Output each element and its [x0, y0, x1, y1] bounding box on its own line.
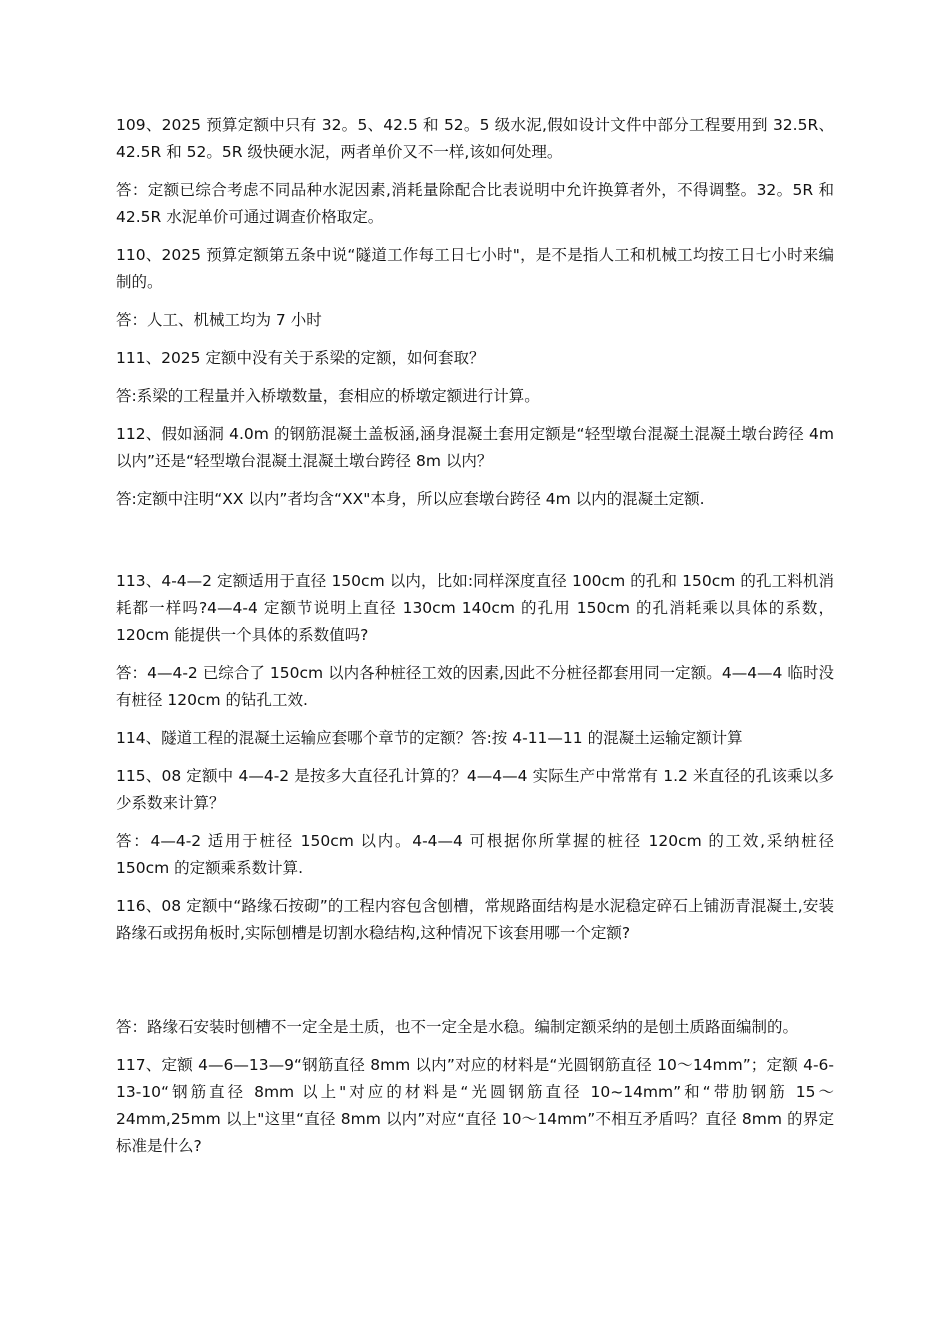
answer-110: 答：人工、机械工均为 7 小时: [116, 311, 322, 329]
question-answer-114: 114、隧道工程的混凝土运输应套哪个章节的定额？答:按 4-11—11 的混凝土运输定额计算: [116, 729, 743, 747]
question-113: 113、4-4—2 定额适用于直径 150cm 以内，比如:同样深度直径 100cm 的孔和 150cm 的孔工料机消耗都一样吗?4—4-4 定额节说明上直径 130cm 140cm 的孔用 150cm 的孔消耗乘以具体的系数，120cm 能提供一个具体的系数值吗?: [116, 572, 834, 644]
question-111: 111、2025 定额中没有关于系梁的定额，如何套取？: [116, 349, 485, 367]
answer-109: 答：定额已综合考虑不同品种水泥因素,消耗量除配合比表说明中允许换算者外，不得调整。32。5R 和 42.5R 水泥单价可通过调查价格取定。: [116, 181, 834, 226]
question-110: 110、2025 预算定额第五条中说“隧道工作每工日七小时"，是不是指人工和机械工均按工日七小时来编制的。: [116, 246, 834, 291]
answer-111: 答:系梁的工程量并入桥墩数量，套相应的桥墩定额进行计算。: [116, 387, 540, 405]
document-body: [116, 112, 834, 1171]
answer-112: 答:定额中注明“XX 以内”者均含“XX"本身，所以应套墩台跨径 4m 以内的混凝土定额.: [116, 490, 705, 508]
question-117: 117、定额 4—6—13—9“钢筋直径 8mm 以内”对应的材料是“光圆钢筋直径 10～14mm”；定额 4-6-13-10“钢筋直径 8mm 以上"对应的材料是“光圆钢筋直径 10~14mm”和“带肋钢筋 15～24mm,25mm 以上"这里“直径 8mm 以内”对应“直径 10～14mm”不相互矛盾吗？直径 8mm 的界定标准是什么?: [116, 1056, 834, 1155]
question-109: 109、2025 预算定额中只有 32。5、42.5 和 52。5 级水泥,假如设计文件中部分工程要用到 32.5R、42.5R 和 52。5R 级快硬水泥，两者单价又不一样,该如何处理。: [116, 116, 834, 161]
question-115: 115、08 定额中 4—4-2 是按多大直径孔计算的？4—4—4 实际生产中常常有 1.2 米直径的孔该乘以多少系数来计算？: [116, 767, 834, 812]
question-116: 116、08 定额中“路缘石按砌”的工程内容包含刨槽，常规路面结构是水泥稳定碎石上铺沥青混凝土,安装路缘石或拐角板时,实际刨槽是切割水稳结构,这种情况下该套用哪一个定额?: [116, 897, 834, 942]
answer-115: 答：4—4-2 适用于桩径 150cm 以内。4-4—4 可根据你所掌握的桩径 120cm 的工效,采纳桩径 150cm 的定额乘系数计算.: [116, 832, 834, 877]
question-112: 112、假如涵洞 4.0m 的钢筋混凝土盖板涵,涵身混凝土套用定额是“轻型墩台混凝土混凝土墩台跨径 4m 以内”还是“轻型墩台混凝土混凝土墩台跨径 8m 以内？: [116, 425, 834, 470]
answer-113: 答：4—4-2 已综合了 150cm 以内各种桩径工效的因素,因此不分桩径都套用同一定额。4—4—4 临时没有桩径 120cm 的钻孔工效.: [116, 664, 834, 709]
spacer: [116, 958, 834, 1014]
answer-116: 答：路缘石安装时刨槽不一定全是土质，也不一定全是水稳。编制定额采纳的是刨土质路面编制的。: [116, 1018, 799, 1036]
spacer: [116, 524, 834, 568]
